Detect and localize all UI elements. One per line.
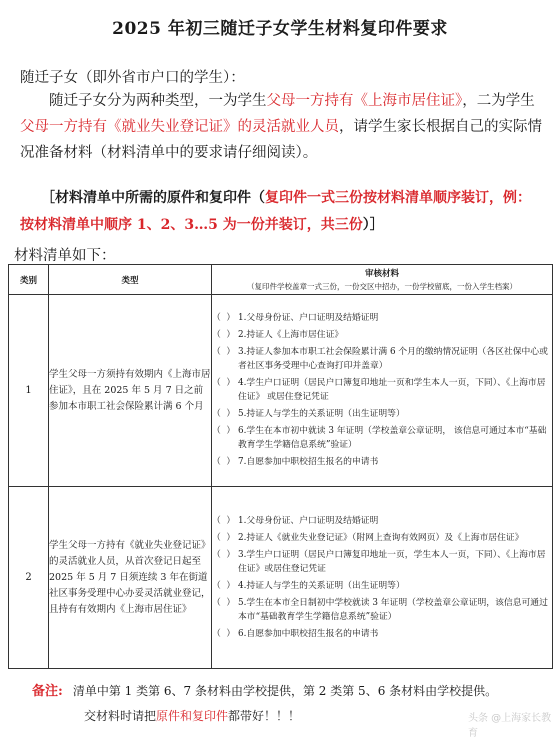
watermark: 头条 @上海家长教育 — [468, 713, 552, 739]
checkbox-blank[interactable]: （ ） — [212, 580, 236, 591]
footnote-text: 清单中第 1 类第 6、7 条材料由学校提供，第 2 类第 5、6 条材料由学校提供。 — [72, 684, 498, 698]
checklist-text: 5.学生在本市全日制初中学校就读 3 年证明（学校盖章公章证明，该信息可通过本市“基础教育学生学籍信息系统”验证） — [238, 597, 548, 622]
header-review-note: （复印件学校盖章一式三份，一份交区中招办，一份学校留底，一份入学生档案） — [247, 282, 517, 291]
checklist-item — [212, 548, 552, 576]
footnote-label: 备注: — [32, 684, 63, 699]
checklist-text: 6.学生在本市初中就读 3 年证明（学校盖章公章证明， 该信息可通过本市“基础教育学生学籍信息系统”验证） — [238, 426, 547, 450]
checklist-text: 3.持证人参加本市职工社会保险累计满 6 个月的缴纳情况证明（各区社保中心或者社区事务受理中心查询打印并盖章） — [238, 347, 548, 371]
header-review-materials — [212, 265, 553, 295]
checkbox-blank[interactable]: （ ） — [212, 457, 236, 467]
notice-open: ［材料清单中所需的原件和复印件（ — [41, 190, 265, 206]
checkbox-blank[interactable]: （ ） — [212, 409, 236, 419]
checklist-text: 6.自愿参加中职校招生报名的申请书 — [238, 628, 379, 639]
checkbox-blank[interactable]: （ ） — [212, 532, 236, 543]
materials-table — [8, 264, 553, 669]
table-row — [9, 295, 553, 487]
checklist-item — [212, 514, 552, 528]
page-title: 2025 年初三随迁子女学生材料复印件要求 — [112, 19, 448, 39]
checkbox-blank[interactable]: （ ） — [212, 426, 236, 436]
list-heading: 材料清单如下： — [14, 248, 116, 264]
checklist-item — [212, 455, 552, 469]
notice-highlight: 复印件一式三份按材料清单顺序装订，例：按材料清单中顺序 1、2、3…5 为一份并装订，共三份 — [20, 190, 531, 233]
checkbox-blank[interactable]: （ ） — [212, 628, 236, 639]
checklist-text: 7.自愿参加中职校招生报名的申请书 — [238, 457, 379, 467]
checkbox-blank[interactable]: （ ） — [212, 378, 236, 388]
intro-highlight-residence-permit: 父母一方持有《上海市居住证》 — [266, 93, 463, 109]
notice-close: ）］ — [362, 217, 384, 233]
checklist-text: 5.持证人与学生的关系证明（出生证明等） — [238, 409, 405, 419]
checkbox-blank[interactable]: （ ） — [212, 313, 236, 323]
table-header-row — [9, 265, 553, 295]
checklist-item — [212, 531, 552, 545]
intro-text-2: ，二为学生 — [462, 93, 535, 109]
header-review-title: 审核材料 — [364, 269, 399, 279]
reminder-highlight: 原件和复印件 — [156, 709, 229, 723]
checklist-text: 4.持证人与学生的关系证明（出生证明等） — [238, 580, 405, 591]
row-1-type: 学生父母一方须持有效期内《上海市居住证》，且在 2025 年 5 月 7 日之前参加本市职工社会保险累计满 6 个月 — [49, 295, 212, 487]
checklist-text: 2.持证人《就业失业登记证》（附网上查询有效网页）及《上海市居住证》 — [238, 532, 524, 543]
checklist-text: 2.持证人《上海市居住证》 — [238, 330, 344, 340]
row-2-type: 学生父母一方持有《就业失业登记证》的灵活就业人员，从首次登记日起至 2025 年 5 月 7 日须连续 3 年在街道社区事务受理中心办妥灵活就业登记，且持有有效期内《上海市居住证》 — [49, 487, 212, 669]
checklist-text: 4.学生户口证明（居民户口簿复印地址一页和学生本人一页，下同）、《上海市居住证》 或居住登记凭证 — [238, 378, 546, 402]
checklist-item — [212, 311, 552, 325]
checklist-item — [212, 345, 552, 373]
row-1-category: 1 — [9, 295, 49, 487]
row-2-materials — [212, 487, 553, 669]
header-type: 类型 — [49, 265, 212, 295]
intro-text-3: ，请学生家长根据自己的实际情况准备材料（材料清单中的要求请仔细阅读）。 — [20, 119, 542, 161]
checklist-text: 1.父母身份证、户口证明及结婚证明 — [238, 313, 379, 323]
intro-text-1: 随迁子女分为两种类型，一为学生 — [49, 93, 267, 109]
table-row — [9, 487, 553, 669]
row-1-materials — [212, 295, 553, 487]
checklist-item — [212, 328, 552, 342]
row-2-category: 2 — [9, 487, 49, 669]
reminder-text-2: 都带好！！！ — [228, 709, 301, 723]
section-subtitle: 随迁子女（即外省市户口的学生）： — [20, 70, 245, 86]
checkbox-blank[interactable]: （ ） — [212, 347, 236, 357]
checklist-text: 3.学生户口证明（居民户口簿复印地址一页，学生本人一页，下同）、《上海市居住证》或居住登记凭证 — [238, 549, 546, 574]
intro-paragraph — [20, 88, 542, 166]
footnote — [32, 680, 497, 699]
binding-notice — [20, 185, 542, 239]
checklist-item — [212, 424, 552, 452]
intro-highlight-employment-card: 父母一方持有《就业失业登记证》的灵活就业人员 — [20, 119, 339, 135]
header-category: 类别 — [9, 265, 49, 295]
checklist-item — [212, 376, 552, 404]
checkbox-blank[interactable]: （ ） — [212, 330, 236, 340]
checkbox-blank[interactable]: （ ） — [212, 515, 236, 526]
reminder-text-1: 交材料时请把 — [84, 709, 157, 723]
checklist-item — [212, 407, 552, 421]
checkbox-blank[interactable]: （ ） — [212, 549, 236, 560]
checklist-text: 1.父母身份证、户口证明及结婚证明 — [238, 515, 379, 526]
checklist-item — [212, 627, 552, 641]
footnote-reminder — [84, 707, 300, 724]
checklist-item — [212, 579, 552, 593]
checklist-item — [212, 596, 552, 624]
checkbox-blank[interactable]: （ ） — [212, 597, 236, 608]
